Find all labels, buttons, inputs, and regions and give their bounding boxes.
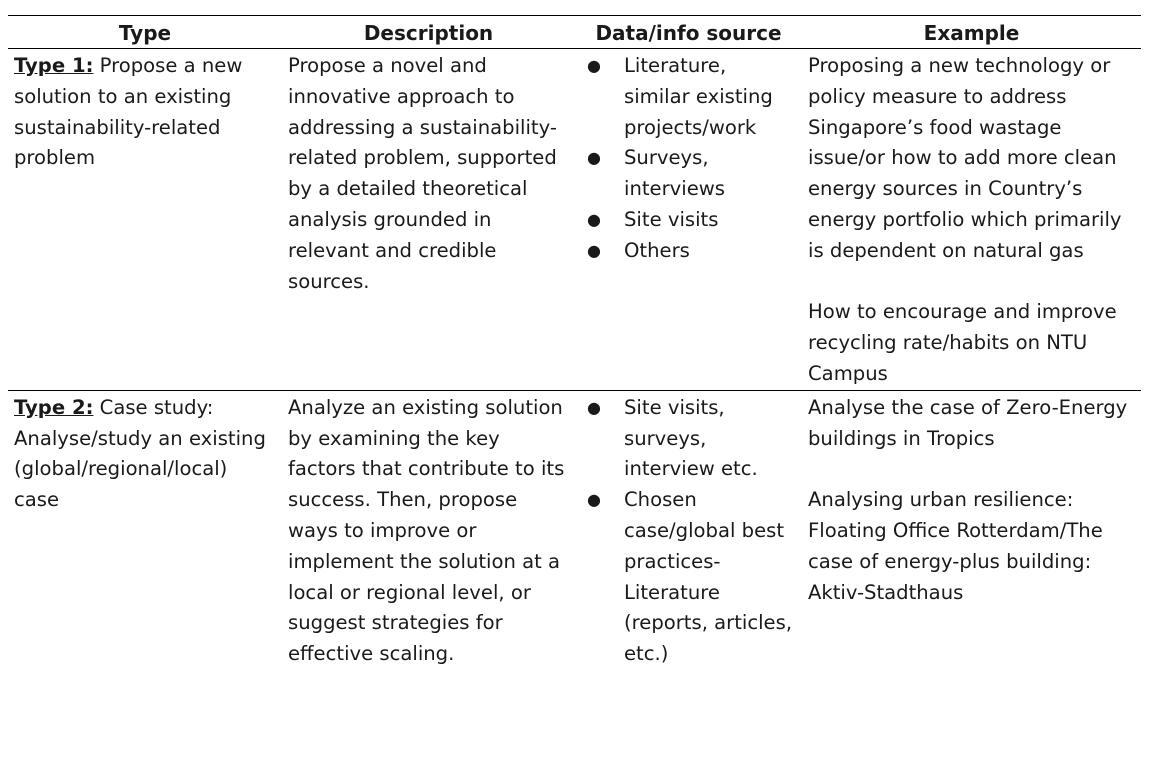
cell-description: Analyze an existing solution by examining the key factors that contribute to its success. Then, propose ways to improve or implement the solution at a local or regional level, or suggest strategies for effective scaling. bbox=[288, 395, 565, 666]
table-body bbox=[8, 49, 1141, 670]
project-types-table bbox=[8, 15, 1141, 670]
cell-type bbox=[8, 49, 282, 391]
list-item bbox=[581, 205, 796, 236]
source-item-text: Site visits, surveys, interview etc. bbox=[624, 395, 758, 481]
example-text: How to encourage and improve recycling rate/habits on NTU Campus bbox=[808, 300, 1117, 385]
paragraph-gap bbox=[808, 267, 1135, 298]
header-description: Description bbox=[282, 16, 575, 49]
list-item bbox=[581, 236, 796, 267]
source-item-text: Others bbox=[624, 238, 690, 262]
header-source: Data/info source bbox=[575, 16, 802, 49]
paragraph-gap bbox=[808, 454, 1135, 485]
cell-sources bbox=[575, 49, 802, 391]
source-item-text: Site visits bbox=[624, 207, 719, 231]
list-item bbox=[581, 51, 796, 143]
example-text: Analysing urban resilience: Floating Office Rotterdam/The case of energy-plus building: Aktiv-Stadthaus bbox=[808, 488, 1103, 604]
type-label: Type 2: bbox=[14, 395, 94, 419]
bullet-icon: ● bbox=[587, 148, 601, 168]
list-item bbox=[581, 393, 796, 485]
bullet-icon: ● bbox=[587, 240, 601, 260]
example-text: Proposing a new technology or policy measure to address Singapore’s food wastage issue/or how to add more clean energy sources in Country’s energy portfolio which primarily is dependent on natural gas bbox=[808, 54, 1122, 262]
cell-description: Propose a novel and innovative approach to addressing a sustainability-related problem, supported by a detailed theoretical analysis grounded in relevant and credible sources. bbox=[282, 49, 575, 391]
cell-examples bbox=[802, 390, 1141, 670]
list-item bbox=[581, 143, 796, 205]
example-text: Analyse the case of Zero-Energy buildings in Tropics bbox=[808, 395, 1128, 450]
source-item-text: Surveys, interviews bbox=[624, 146, 725, 201]
cell-type bbox=[8, 390, 282, 670]
bullet-icon: ● bbox=[587, 56, 601, 75]
source-item-text: Chosen case/global best practices-Literature (reports, articles, etc.) bbox=[624, 488, 793, 666]
source-list bbox=[581, 51, 796, 267]
table-row-type-1 bbox=[8, 49, 1141, 391]
cell-examples bbox=[802, 49, 1141, 391]
type-text: Propose a new solution to an existing sustainability-related problem bbox=[14, 54, 243, 170]
type-text: Case study: Analyse/study an existing (global/regional/local) case bbox=[14, 395, 266, 512]
header-row bbox=[8, 16, 1141, 49]
header-example: Example bbox=[802, 16, 1141, 49]
bullet-icon: ● bbox=[587, 490, 601, 510]
table-row-type-2 bbox=[8, 390, 1141, 670]
list-item bbox=[581, 485, 796, 670]
bullet-icon: ● bbox=[587, 397, 601, 417]
header-type: Type bbox=[8, 16, 282, 49]
source-item-text: Literature, similar existing projects/work bbox=[624, 54, 773, 139]
bullet-icon: ● bbox=[587, 209, 601, 229]
cell-sources bbox=[575, 390, 802, 670]
source-list bbox=[581, 393, 796, 670]
table-header bbox=[8, 16, 1141, 49]
type-label: Type 1: bbox=[14, 54, 94, 77]
